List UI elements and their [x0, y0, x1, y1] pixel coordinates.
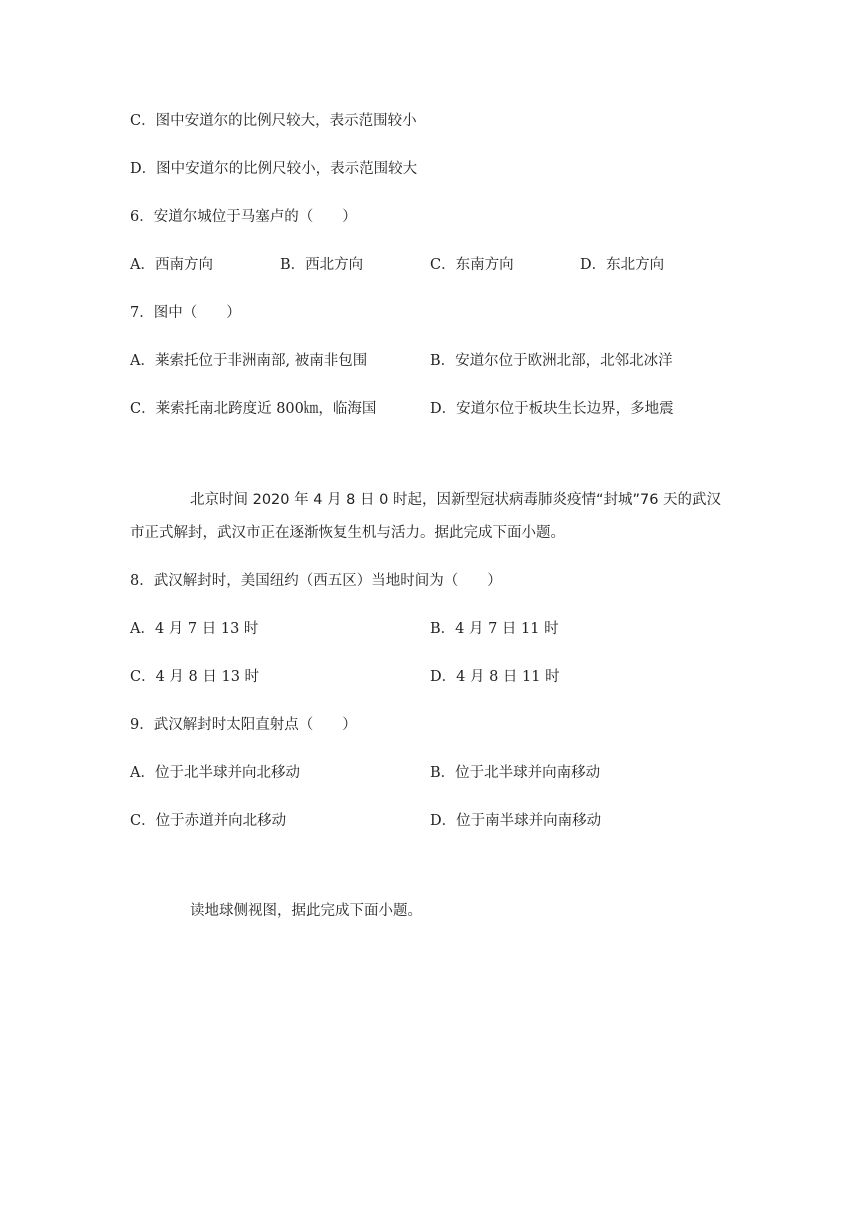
q7-option-b[interactable]: B．安道尔位于欧洲北部，北邻北冰洋 [430, 353, 673, 369]
passage-wuhan-line1: 北京时间 2020 年 4 月 8 日 0 时起，因新型冠状病毒肺炎疫情“封城”76 天的武汉 [190, 492, 722, 508]
q6-stem: 6．安道尔城位于马塞卢的（ ） [130, 209, 357, 225]
q8-option-b[interactable]: B．4 月 7 日 11 时 [430, 621, 559, 637]
q9-stem: 9．武汉解封时太阳直射点（ ） [130, 717, 357, 733]
passage-earth-line1: 读地球侧视图，据此完成下面小题。 [190, 903, 422, 919]
q7-option-a[interactable]: A．莱索托位于非洲南部, 被南非包围 [130, 353, 368, 369]
q6-option-a[interactable]: A．西南方向 [130, 257, 213, 273]
q9-option-d[interactable]: D．位于南半球并向南移动 [430, 813, 602, 829]
q9-option-c[interactable]: C．位于赤道并向北移动 [130, 813, 287, 829]
q6-option-b[interactable]: B．西北方向 [280, 257, 364, 273]
q8-stem: 8．武汉解封时，美国纽约（西五区）当地时间为（ ） [130, 573, 502, 589]
q7-option-d[interactable]: D．安道尔位于板块生长边界，多地震 [430, 401, 674, 417]
q8-option-a[interactable]: A．4 月 7 日 13 时 [130, 621, 259, 637]
q6-option-c[interactable]: C．东南方向 [430, 257, 514, 273]
q7-option-c[interactable]: C．莱索托南北跨度近 800㎞，临海国 [130, 401, 377, 417]
q9-option-b[interactable]: B．位于北半球并向南移动 [430, 765, 601, 781]
q6-option-d[interactable]: D．东北方向 [580, 257, 665, 273]
q8-option-d[interactable]: D．4 月 8 日 11 时 [430, 669, 560, 685]
q7-stem: 7．图中（ ） [130, 305, 241, 321]
q8-option-c[interactable]: C．4 月 8 日 13 时 [130, 669, 260, 685]
passage-wuhan-line2: 市正式解封，武汉市正在逐渐恢复生机与活力。据此完成下面小题。 [130, 525, 565, 541]
q5-option-c[interactable]: C．图中安道尔的比例尺较大，表示范围较小 [130, 113, 417, 129]
q5-option-d[interactable]: D．图中安道尔的比例尺较小，表示范围较大 [130, 161, 418, 177]
q9-option-a[interactable]: A．位于北半球并向北移动 [130, 765, 300, 781]
